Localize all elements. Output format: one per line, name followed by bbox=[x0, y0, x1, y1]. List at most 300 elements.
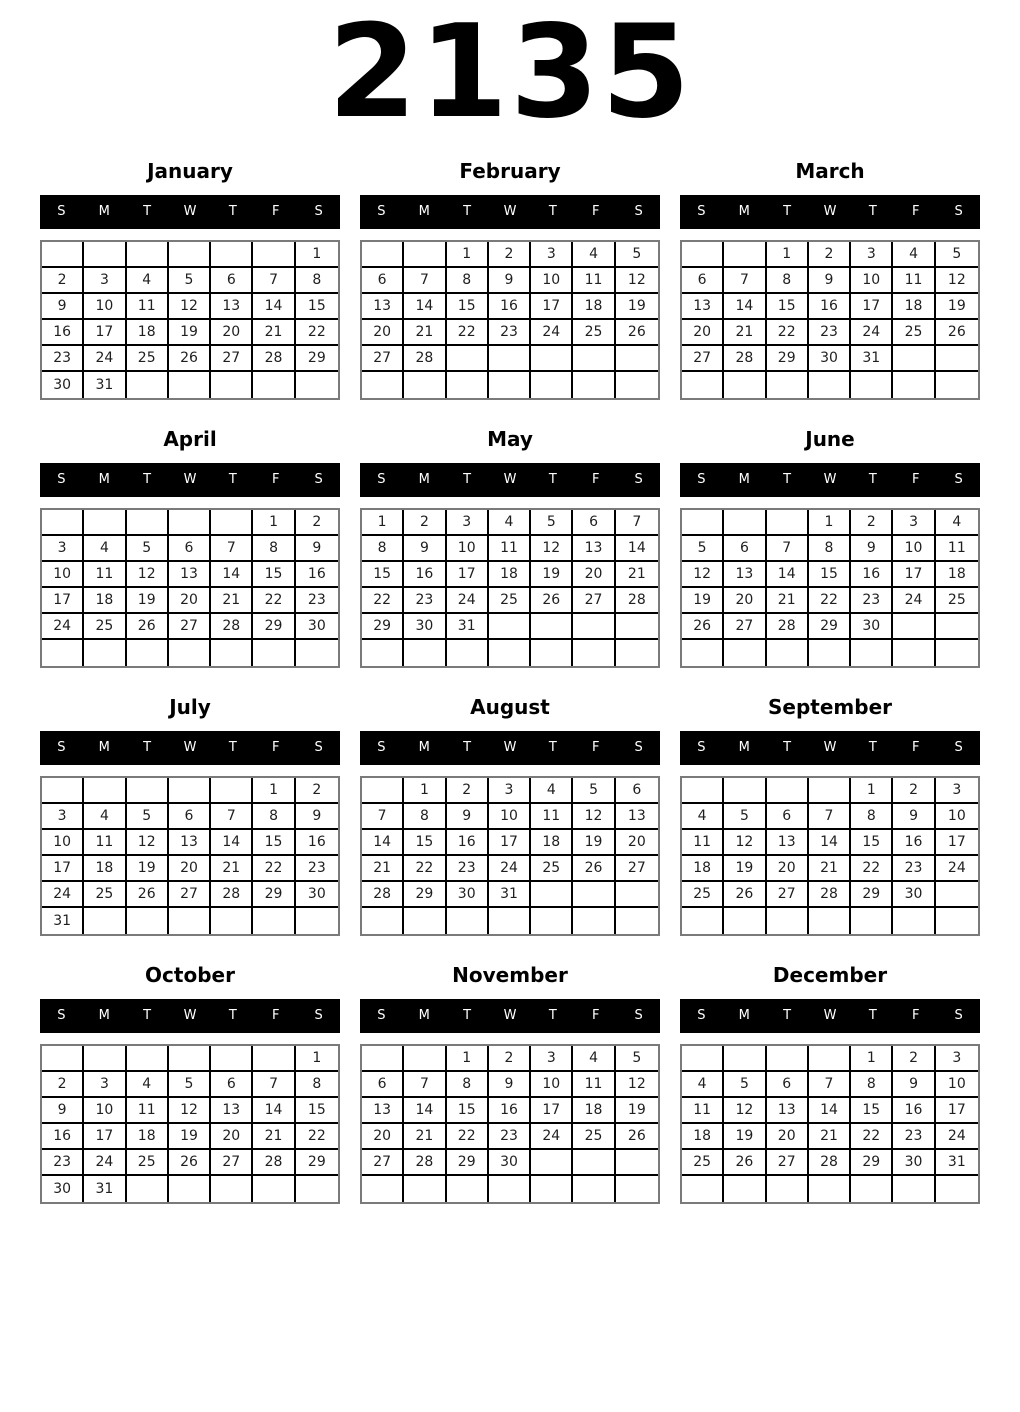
day-cell: 7 bbox=[253, 1072, 295, 1098]
empty-day-cell bbox=[42, 1046, 84, 1072]
day-cell: 12 bbox=[682, 562, 724, 588]
day-cell: 28 bbox=[211, 882, 253, 908]
day-cell: 26 bbox=[616, 320, 658, 346]
day-cell: 18 bbox=[893, 294, 935, 320]
empty-day-cell bbox=[127, 1046, 169, 1072]
day-cell: 30 bbox=[893, 1150, 935, 1176]
day-cell: 15 bbox=[809, 562, 851, 588]
day-cell: 20 bbox=[724, 588, 766, 614]
day-cell: 27 bbox=[211, 1150, 253, 1176]
day-cell: 23 bbox=[42, 1150, 84, 1176]
day-cell: 15 bbox=[447, 1098, 489, 1124]
day-cell: 18 bbox=[127, 320, 169, 346]
day-cell: 30 bbox=[42, 372, 84, 398]
day-cell: 20 bbox=[362, 1124, 404, 1150]
day-cell: 22 bbox=[851, 1124, 893, 1150]
day-cell: 15 bbox=[253, 562, 295, 588]
weekday-label: T bbox=[868, 740, 877, 756]
day-cell: 31 bbox=[84, 1176, 126, 1202]
empty-day-cell bbox=[362, 908, 404, 934]
weekday-label: F bbox=[591, 472, 600, 488]
weekday-label: T bbox=[868, 1008, 877, 1024]
day-cell: 16 bbox=[42, 320, 84, 346]
empty-day-cell bbox=[42, 778, 84, 804]
day-cell: 31 bbox=[936, 1150, 978, 1176]
day-cell: 29 bbox=[296, 1150, 338, 1176]
day-cell: 23 bbox=[893, 856, 935, 882]
day-cell: 14 bbox=[767, 562, 809, 588]
day-cell: 17 bbox=[531, 1098, 573, 1124]
empty-day-cell bbox=[84, 242, 126, 268]
day-grid bbox=[360, 1044, 660, 1204]
day-cell: 29 bbox=[809, 614, 851, 640]
day-cell: 11 bbox=[127, 1098, 169, 1124]
day-cell: 25 bbox=[936, 588, 978, 614]
day-cell: 7 bbox=[362, 804, 404, 830]
empty-day-cell bbox=[296, 640, 338, 666]
month-title: January bbox=[147, 158, 233, 183]
month-october bbox=[40, 963, 340, 1204]
empty-day-cell bbox=[724, 1176, 766, 1202]
empty-day-cell bbox=[809, 372, 851, 398]
day-cell: 24 bbox=[851, 320, 893, 346]
day-cell: 27 bbox=[169, 882, 211, 908]
empty-day-cell bbox=[893, 908, 935, 934]
day-cell: 8 bbox=[447, 268, 489, 294]
empty-day-cell bbox=[851, 908, 893, 934]
day-cell: 29 bbox=[362, 614, 404, 640]
weekday-label: S bbox=[57, 740, 66, 756]
day-cell: 14 bbox=[616, 536, 658, 562]
weekday-header bbox=[680, 731, 980, 765]
day-cell: 13 bbox=[724, 562, 766, 588]
day-cell: 30 bbox=[809, 346, 851, 372]
day-cell: 1 bbox=[253, 510, 295, 536]
day-cell: 7 bbox=[616, 510, 658, 536]
day-cell: 11 bbox=[531, 804, 573, 830]
day-cell: 27 bbox=[724, 614, 766, 640]
day-cell: 13 bbox=[362, 294, 404, 320]
day-cell: 8 bbox=[296, 268, 338, 294]
weekday-header bbox=[40, 463, 340, 497]
weekday-header bbox=[360, 195, 660, 229]
day-cell: 26 bbox=[724, 1150, 766, 1176]
day-cell: 27 bbox=[682, 346, 724, 372]
day-cell: 5 bbox=[127, 804, 169, 830]
day-grid bbox=[680, 240, 980, 400]
day-cell: 3 bbox=[531, 1046, 573, 1072]
empty-day-cell bbox=[724, 372, 766, 398]
day-cell: 16 bbox=[851, 562, 893, 588]
day-cell: 24 bbox=[531, 320, 573, 346]
empty-day-cell bbox=[724, 510, 766, 536]
day-cell: 15 bbox=[851, 830, 893, 856]
weekday-label: T bbox=[548, 472, 557, 488]
weekday-header bbox=[40, 731, 340, 765]
day-cell: 19 bbox=[616, 294, 658, 320]
empty-day-cell bbox=[84, 778, 126, 804]
empty-day-cell bbox=[253, 372, 295, 398]
day-cell: 2 bbox=[851, 510, 893, 536]
day-cell: 18 bbox=[573, 294, 615, 320]
day-cell: 4 bbox=[682, 804, 724, 830]
day-cell: 25 bbox=[682, 1150, 724, 1176]
empty-day-cell bbox=[724, 640, 766, 666]
empty-day-cell bbox=[362, 1176, 404, 1202]
empty-day-cell bbox=[42, 640, 84, 666]
day-cell: 6 bbox=[767, 1072, 809, 1098]
day-cell: 6 bbox=[573, 510, 615, 536]
day-cell: 30 bbox=[447, 882, 489, 908]
day-cell: 1 bbox=[767, 242, 809, 268]
day-cell: 12 bbox=[616, 1072, 658, 1098]
day-cell: 4 bbox=[936, 510, 978, 536]
empty-day-cell bbox=[767, 778, 809, 804]
day-cell: 1 bbox=[447, 1046, 489, 1072]
day-cell: 12 bbox=[127, 830, 169, 856]
day-cell: 16 bbox=[447, 830, 489, 856]
day-cell: 13 bbox=[767, 1098, 809, 1124]
weekday-label: S bbox=[314, 472, 323, 488]
day-cell: 6 bbox=[616, 778, 658, 804]
day-cell: 7 bbox=[404, 1072, 446, 1098]
day-grid bbox=[360, 508, 660, 668]
day-cell: 25 bbox=[893, 320, 935, 346]
day-grid bbox=[360, 776, 660, 936]
day-cell: 4 bbox=[84, 536, 126, 562]
weekday-label: M bbox=[738, 740, 750, 756]
empty-day-cell bbox=[127, 1176, 169, 1202]
day-cell: 8 bbox=[809, 536, 851, 562]
weekday-label: T bbox=[783, 472, 792, 488]
empty-day-cell bbox=[531, 908, 573, 934]
day-cell: 17 bbox=[936, 1098, 978, 1124]
day-cell: 11 bbox=[936, 536, 978, 562]
day-cell: 23 bbox=[404, 588, 446, 614]
month-title: December bbox=[772, 962, 888, 987]
day-cell: 6 bbox=[169, 536, 211, 562]
day-cell: 27 bbox=[169, 614, 211, 640]
weekday-label: F bbox=[591, 740, 600, 756]
day-cell: 7 bbox=[809, 1072, 851, 1098]
empty-day-cell bbox=[253, 908, 295, 934]
weekday-label: W bbox=[823, 740, 837, 756]
weekday-label: S bbox=[954, 204, 963, 220]
day-cell: 11 bbox=[573, 1072, 615, 1098]
day-cell: 9 bbox=[42, 294, 84, 320]
empty-day-cell bbox=[767, 908, 809, 934]
day-cell: 7 bbox=[211, 536, 253, 562]
day-cell: 25 bbox=[531, 856, 573, 882]
day-cell: 1 bbox=[404, 778, 446, 804]
day-cell: 27 bbox=[767, 1150, 809, 1176]
day-cell: 25 bbox=[489, 588, 531, 614]
day-cell: 25 bbox=[84, 882, 126, 908]
weekday-label: S bbox=[377, 1008, 386, 1024]
weekday-label: S bbox=[634, 204, 643, 220]
day-cell: 28 bbox=[253, 346, 295, 372]
empty-day-cell bbox=[851, 640, 893, 666]
months-grid bbox=[0, 159, 1020, 1204]
weekday-label: S bbox=[377, 472, 386, 488]
day-grid bbox=[40, 240, 340, 400]
day-cell: 4 bbox=[127, 1072, 169, 1098]
day-cell: 18 bbox=[531, 830, 573, 856]
weekday-header bbox=[40, 195, 340, 229]
empty-day-cell bbox=[362, 640, 404, 666]
day-cell: 24 bbox=[84, 1150, 126, 1176]
empty-day-cell bbox=[489, 614, 531, 640]
day-cell: 23 bbox=[489, 320, 531, 346]
day-cell: 24 bbox=[42, 614, 84, 640]
day-cell: 1 bbox=[447, 242, 489, 268]
day-cell: 2 bbox=[809, 242, 851, 268]
weekday-label: T bbox=[783, 204, 792, 220]
empty-day-cell bbox=[809, 640, 851, 666]
day-cell: 13 bbox=[767, 830, 809, 856]
day-cell: 17 bbox=[936, 830, 978, 856]
empty-day-cell bbox=[447, 372, 489, 398]
empty-day-cell bbox=[447, 908, 489, 934]
day-cell: 30 bbox=[851, 614, 893, 640]
day-cell: 26 bbox=[682, 614, 724, 640]
empty-day-cell bbox=[573, 346, 615, 372]
day-cell: 20 bbox=[211, 1124, 253, 1150]
weekday-label: S bbox=[634, 472, 643, 488]
empty-day-cell bbox=[169, 778, 211, 804]
day-cell: 17 bbox=[489, 830, 531, 856]
empty-day-cell bbox=[893, 346, 935, 372]
weekday-label: T bbox=[228, 472, 237, 488]
empty-day-cell bbox=[682, 640, 724, 666]
year-title: 2135 bbox=[327, 0, 693, 147]
weekday-label: T bbox=[228, 1008, 237, 1024]
day-cell: 5 bbox=[724, 804, 766, 830]
month-july bbox=[40, 695, 340, 936]
empty-day-cell bbox=[573, 882, 615, 908]
empty-day-cell bbox=[893, 614, 935, 640]
empty-day-cell bbox=[682, 908, 724, 934]
day-cell: 14 bbox=[809, 1098, 851, 1124]
day-cell: 20 bbox=[682, 320, 724, 346]
day-cell: 5 bbox=[616, 242, 658, 268]
day-cell: 18 bbox=[84, 588, 126, 614]
day-cell: 22 bbox=[296, 320, 338, 346]
weekday-label: S bbox=[697, 740, 706, 756]
empty-day-cell bbox=[936, 614, 978, 640]
day-cell: 22 bbox=[362, 588, 404, 614]
empty-day-cell bbox=[42, 510, 84, 536]
day-cell: 30 bbox=[489, 1150, 531, 1176]
day-cell: 6 bbox=[211, 268, 253, 294]
day-cell: 20 bbox=[169, 588, 211, 614]
day-cell: 11 bbox=[893, 268, 935, 294]
month-title: May bbox=[487, 426, 533, 451]
weekday-label: S bbox=[57, 204, 66, 220]
day-cell: 24 bbox=[936, 856, 978, 882]
empty-day-cell bbox=[127, 908, 169, 934]
day-cell: 2 bbox=[296, 778, 338, 804]
day-cell: 25 bbox=[682, 882, 724, 908]
day-cell: 21 bbox=[724, 320, 766, 346]
day-cell: 26 bbox=[169, 346, 211, 372]
empty-day-cell bbox=[404, 242, 446, 268]
weekday-label: F bbox=[591, 204, 600, 220]
day-cell: 4 bbox=[893, 242, 935, 268]
empty-day-cell bbox=[531, 614, 573, 640]
day-cell: 20 bbox=[362, 320, 404, 346]
empty-day-cell bbox=[211, 778, 253, 804]
day-cell: 28 bbox=[616, 588, 658, 614]
day-cell: 20 bbox=[767, 856, 809, 882]
weekday-label: T bbox=[463, 1008, 472, 1024]
day-cell: 19 bbox=[573, 830, 615, 856]
empty-day-cell bbox=[211, 908, 253, 934]
month-november bbox=[360, 963, 660, 1204]
day-cell: 16 bbox=[489, 294, 531, 320]
weekday-label: W bbox=[183, 204, 197, 220]
day-cell: 28 bbox=[809, 1150, 851, 1176]
day-cell: 15 bbox=[767, 294, 809, 320]
empty-day-cell bbox=[489, 372, 531, 398]
day-cell: 22 bbox=[809, 588, 851, 614]
empty-day-cell bbox=[253, 1046, 295, 1072]
day-cell: 18 bbox=[682, 1124, 724, 1150]
month-title: September bbox=[768, 694, 892, 719]
empty-day-cell bbox=[42, 242, 84, 268]
day-cell: 9 bbox=[893, 804, 935, 830]
day-cell: 16 bbox=[404, 562, 446, 588]
weekday-label: T bbox=[463, 740, 472, 756]
day-cell: 12 bbox=[724, 1098, 766, 1124]
day-cell: 18 bbox=[84, 856, 126, 882]
day-cell: 6 bbox=[362, 1072, 404, 1098]
day-cell: 28 bbox=[253, 1150, 295, 1176]
day-cell: 12 bbox=[573, 804, 615, 830]
day-cell: 21 bbox=[253, 1124, 295, 1150]
day-cell: 19 bbox=[531, 562, 573, 588]
day-cell: 14 bbox=[404, 1098, 446, 1124]
day-cell: 15 bbox=[851, 1098, 893, 1124]
day-cell: 9 bbox=[447, 804, 489, 830]
day-cell: 23 bbox=[489, 1124, 531, 1150]
weekday-header bbox=[360, 463, 660, 497]
day-grid bbox=[40, 776, 340, 936]
weekday-label: S bbox=[377, 204, 386, 220]
empty-day-cell bbox=[489, 640, 531, 666]
empty-day-cell bbox=[767, 510, 809, 536]
empty-day-cell bbox=[169, 242, 211, 268]
day-cell: 19 bbox=[127, 856, 169, 882]
day-cell: 3 bbox=[42, 536, 84, 562]
day-cell: 12 bbox=[616, 268, 658, 294]
day-cell: 14 bbox=[211, 562, 253, 588]
weekday-header bbox=[680, 463, 980, 497]
day-cell: 7 bbox=[211, 804, 253, 830]
day-cell: 1 bbox=[362, 510, 404, 536]
empty-day-cell bbox=[127, 510, 169, 536]
day-cell: 20 bbox=[169, 856, 211, 882]
day-cell: 27 bbox=[573, 588, 615, 614]
day-cell: 21 bbox=[404, 1124, 446, 1150]
empty-day-cell bbox=[404, 908, 446, 934]
empty-day-cell bbox=[893, 1176, 935, 1202]
empty-day-cell bbox=[893, 640, 935, 666]
weekday-label: T bbox=[143, 472, 152, 488]
day-grid bbox=[680, 508, 980, 668]
day-cell: 25 bbox=[573, 1124, 615, 1150]
weekday-label: T bbox=[463, 472, 472, 488]
day-cell: 6 bbox=[211, 1072, 253, 1098]
day-cell: 29 bbox=[253, 882, 295, 908]
day-cell: 5 bbox=[531, 510, 573, 536]
weekday-label: W bbox=[183, 1008, 197, 1024]
day-grid bbox=[40, 508, 340, 668]
empty-day-cell bbox=[362, 242, 404, 268]
day-cell: 14 bbox=[211, 830, 253, 856]
empty-day-cell bbox=[682, 242, 724, 268]
day-cell: 23 bbox=[447, 856, 489, 882]
empty-day-cell bbox=[616, 882, 658, 908]
day-cell: 2 bbox=[893, 778, 935, 804]
day-cell: 11 bbox=[682, 830, 724, 856]
day-cell: 1 bbox=[296, 242, 338, 268]
day-cell: 15 bbox=[296, 294, 338, 320]
day-cell: 21 bbox=[616, 562, 658, 588]
day-cell: 3 bbox=[893, 510, 935, 536]
empty-day-cell bbox=[936, 372, 978, 398]
day-cell: 25 bbox=[573, 320, 615, 346]
day-cell: 19 bbox=[724, 1124, 766, 1150]
empty-day-cell bbox=[127, 778, 169, 804]
empty-day-cell bbox=[809, 1176, 851, 1202]
day-cell: 19 bbox=[682, 588, 724, 614]
day-cell: 15 bbox=[404, 830, 446, 856]
day-cell: 26 bbox=[573, 856, 615, 882]
weekday-label: M bbox=[98, 1008, 110, 1024]
weekday-label: F bbox=[271, 740, 280, 756]
day-cell: 10 bbox=[42, 830, 84, 856]
day-cell: 30 bbox=[893, 882, 935, 908]
weekday-label: S bbox=[697, 472, 706, 488]
empty-day-cell bbox=[682, 372, 724, 398]
month-title: April bbox=[163, 426, 217, 451]
empty-day-cell bbox=[296, 1176, 338, 1202]
empty-day-cell bbox=[682, 510, 724, 536]
empty-day-cell bbox=[616, 908, 658, 934]
day-cell: 20 bbox=[211, 320, 253, 346]
day-cell: 7 bbox=[767, 536, 809, 562]
weekday-label: W bbox=[823, 204, 837, 220]
day-cell: 1 bbox=[851, 778, 893, 804]
day-cell: 24 bbox=[531, 1124, 573, 1150]
weekday-label: T bbox=[868, 472, 877, 488]
weekday-label: S bbox=[314, 740, 323, 756]
day-cell: 29 bbox=[296, 346, 338, 372]
day-cell: 27 bbox=[211, 346, 253, 372]
day-cell: 7 bbox=[404, 268, 446, 294]
weekday-label: T bbox=[548, 740, 557, 756]
day-cell: 8 bbox=[404, 804, 446, 830]
day-cell: 10 bbox=[42, 562, 84, 588]
empty-day-cell bbox=[253, 1176, 295, 1202]
day-cell: 24 bbox=[84, 346, 126, 372]
day-cell: 1 bbox=[253, 778, 295, 804]
day-cell: 12 bbox=[724, 830, 766, 856]
day-cell: 27 bbox=[362, 1150, 404, 1176]
day-cell: 8 bbox=[851, 804, 893, 830]
empty-day-cell bbox=[447, 640, 489, 666]
